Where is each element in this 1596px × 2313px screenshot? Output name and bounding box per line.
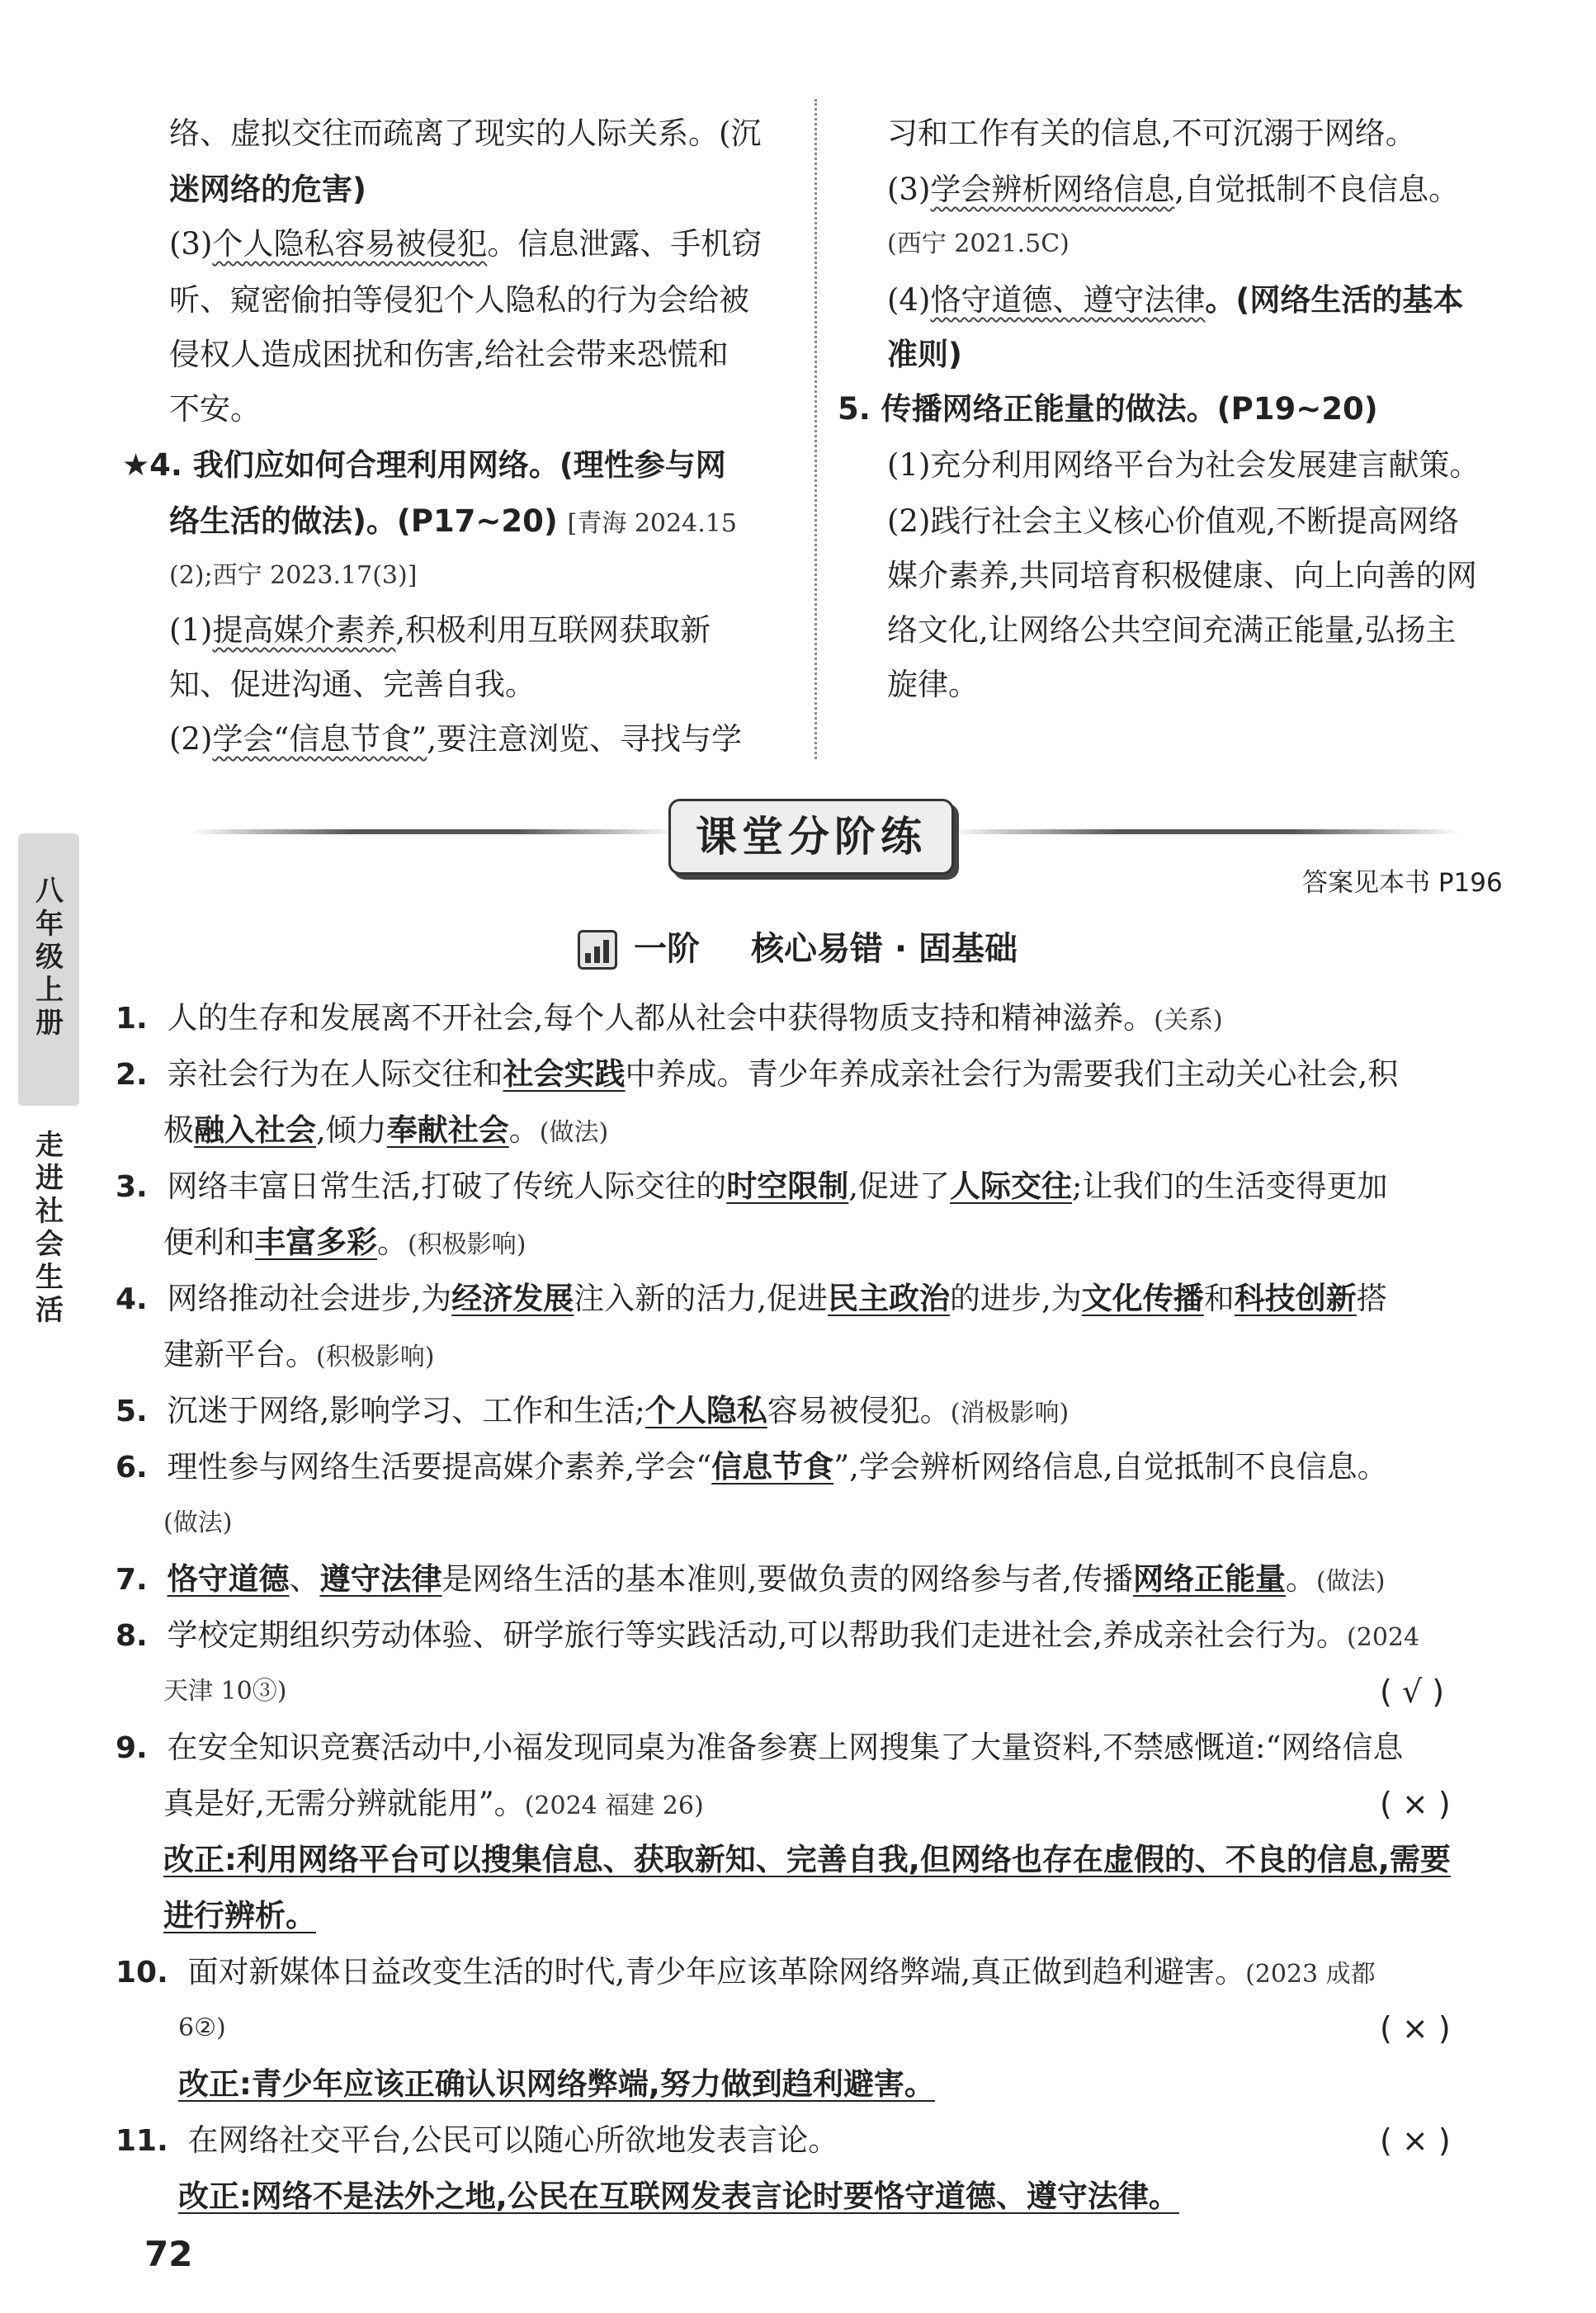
q4-title-2: 络生活的做法)。(P17~20) xyxy=(169,503,558,539)
q5-point-2-line-2: 媒介素养,共同培育积极健康、向上向善的网 xyxy=(887,558,1477,593)
left-line-2: 迷网络的危害) xyxy=(169,172,366,207)
right-source-1: (西宁 2021.5C) xyxy=(887,229,1070,258)
item-9: 9. 在安全知识竞赛活动中,小福发现同桌为准备参赛上网搜集了大量资料,不禁感慨道:“网络信息 xyxy=(116,1730,1404,1765)
item-1: 1. 人的生存和发展离不开社会,每个人都从社会中获得物质支持和精神滋养。(关系) xyxy=(116,1000,1223,1036)
item-11-correction: 改正:网络不是法外之地,公民在互联网发表言论时要恪守道德、遵守法律。 xyxy=(178,2178,1179,2214)
answer-reference: 答案见本书 P196 xyxy=(1302,868,1503,898)
item-10-judgement: ( × ) xyxy=(1380,2010,1451,2046)
right-r4-keyword: 恪守道德、遵守法律 xyxy=(930,282,1206,318)
item-3-line-2: 便利和丰富多彩。(积极影响) xyxy=(163,1225,526,1260)
right-line-4 xyxy=(887,276,1463,325)
q4-p2-keyword: 学会“信息节食” xyxy=(212,721,427,757)
item-9-correction: 改正:利用网络平台可以搜集信息、获取新知、完善自我,但网络也存在虚假的、不良的信息,需要 xyxy=(163,1842,1451,1877)
item-3: 3. 网络丰富日常生活,打破了传统人际交往的时空限制,促进了人际交往;让我们的生活变得更加 xyxy=(116,1168,1388,1204)
left-l3-keyword: 个人隐私容易被侵犯 xyxy=(212,226,488,262)
q4-source-2: (2);西宁 2023.17(3)] xyxy=(169,561,418,590)
item-6: 6. 理性参与网络生活要提高媒介素养,学会“信息节食”,学会辨析网络信息,自觉抵制不良信息。 xyxy=(116,1449,1388,1485)
q4-point-1-line-2: 知、促进沟通、完善自我。 xyxy=(169,667,536,702)
column-divider xyxy=(815,99,817,759)
item-2: 2. 亲社会行为在人际交往和社会实践中养成。青少年养成亲社会行为需要我们主动关心社会,积 xyxy=(116,1056,1399,1092)
left-line-4: 听、窥密偷拍等侵犯个人隐私的行为会给被 xyxy=(169,282,749,318)
right-r4-rest: 。(网络生活的基本 xyxy=(1205,282,1464,318)
right-r2-rest: ,自觉抵制不良信息。 xyxy=(1174,172,1460,207)
item-8-source: 天津 10③) xyxy=(163,1677,287,1706)
left-l3-rest: 。信息泄露、手机窃 xyxy=(487,226,763,262)
right-r2-keyword: 学会辨析网络信息 xyxy=(930,172,1175,207)
item-9-line-2: 真是好,无需分辨就能用”。(2024 福建 26) xyxy=(163,1786,704,1821)
q4-point-2 xyxy=(169,715,742,764)
q5-point-2-line-3: 络文化,让网络公共空间充满正能量,弘扬主 xyxy=(887,612,1457,648)
q4-p1-rest: ,积极利用互联网获取新 xyxy=(395,612,711,648)
grade-label: 八 年 级 上 册 xyxy=(35,875,64,1040)
q4-source: [青海 2024.15 xyxy=(567,509,737,538)
item-7: 7. 恪守道德、遵守法律是网络生活的基本准则,要做负责的网络参与者,传播网络正能量。(做法) xyxy=(116,1561,1386,1597)
item-2-line-2: 极融入社会,倾力奉献社会。(做法) xyxy=(163,1112,609,1148)
bar-chart-icon xyxy=(578,930,617,970)
item-6-tag: (做法) xyxy=(163,1508,233,1537)
item-9-judgement: ( × ) xyxy=(1380,1786,1451,1822)
q5-heading: 5. 传播网络正能量的做法。(P19~20) xyxy=(838,391,1378,427)
q4-p1-prefix: (1) xyxy=(169,612,213,648)
q4-p2-rest: ,要注意浏览、寻找与学 xyxy=(427,721,743,757)
right-line-5: 准则) xyxy=(887,337,962,372)
banner-rule-right xyxy=(949,829,1461,834)
left-line-3 xyxy=(169,219,762,269)
item-10-source: 6②) xyxy=(178,2013,226,2042)
left-line-6: 不安。 xyxy=(169,391,261,427)
page-number: 72 xyxy=(144,2234,193,2274)
item-11: 11. 在网络社交平台,公民可以随心所欲地发表言论。 xyxy=(116,2122,839,2158)
q5-point-2: (2)践行社会主义核心价值观,不断提高网络 xyxy=(887,503,1460,539)
q4-point-1 xyxy=(169,606,711,655)
item-10: 10. 面对新媒体日益改变生活的时代,青少年应该革除网络弊端,真正做到趋利避害。(2023 成都 xyxy=(116,1954,1376,1990)
q4-heading xyxy=(122,441,726,490)
q4-p1-keyword: 提高媒介素养 xyxy=(212,612,396,648)
q4-star: ★4. xyxy=(122,447,182,483)
right-line-1: 习和工作有关的信息,不可沉溺于网络。 xyxy=(887,116,1416,151)
item-11-judgement: ( × ) xyxy=(1380,2122,1451,2159)
right-line-2 xyxy=(887,165,1459,215)
q4-title: 我们应如何合理利用网络。(理性参与网 xyxy=(192,447,726,483)
stage-label: 一阶 xyxy=(634,930,700,968)
item-10-correction: 改正:青少年应该正确认识网络弊端,努力做到趋利避害。 xyxy=(178,2066,935,2102)
left-line-1: 络、虚拟交往而疏离了现实的人际关系。(沉 xyxy=(169,116,762,151)
stage-subtitle: 核心易错 · 固基础 xyxy=(751,930,1018,968)
q4-p2-prefix: (2) xyxy=(169,721,213,757)
section-banner: 课堂分阶练 xyxy=(668,799,954,875)
banner-rule-left xyxy=(190,829,677,834)
unit-label: 走 进 社 会 生 活 xyxy=(35,1129,64,1327)
q5-point-2-line-4: 旋律。 xyxy=(887,667,979,702)
item-4: 4. 网络推动社会进步,为经济发展注入新的活力,促进民主政治的进步,为文化传播和科技创新搭 xyxy=(116,1281,1387,1316)
item-8: 8. 学校定期组织劳动体验、研学旅行等实践活动,可以帮助我们走进社会,养成亲社会行为。(2024 xyxy=(116,1617,1420,1653)
item-4-line-2: 建新平台。(积极影响) xyxy=(163,1337,435,1372)
right-r4-prefix: (4) xyxy=(887,282,931,318)
q5-point-1: (1)充分利用网络平台为社会发展建言献策。 xyxy=(887,447,1480,483)
right-r2-prefix: (3) xyxy=(887,172,931,207)
item-8-judgement: ( √ ) xyxy=(1380,1673,1445,1710)
left-l3-prefix: (3) xyxy=(169,226,213,262)
item-5: 5. 沉迷于网络,影响学习、工作和生活;个人隐私容易被侵犯。(消极影响) xyxy=(116,1393,1070,1428)
q4-heading-line-2 xyxy=(169,497,737,549)
item-9-correction-2: 进行辨析。 xyxy=(163,1898,316,1933)
left-line-5: 侵权人造成困扰和伤害,给社会带来恐慌和 xyxy=(169,337,729,372)
